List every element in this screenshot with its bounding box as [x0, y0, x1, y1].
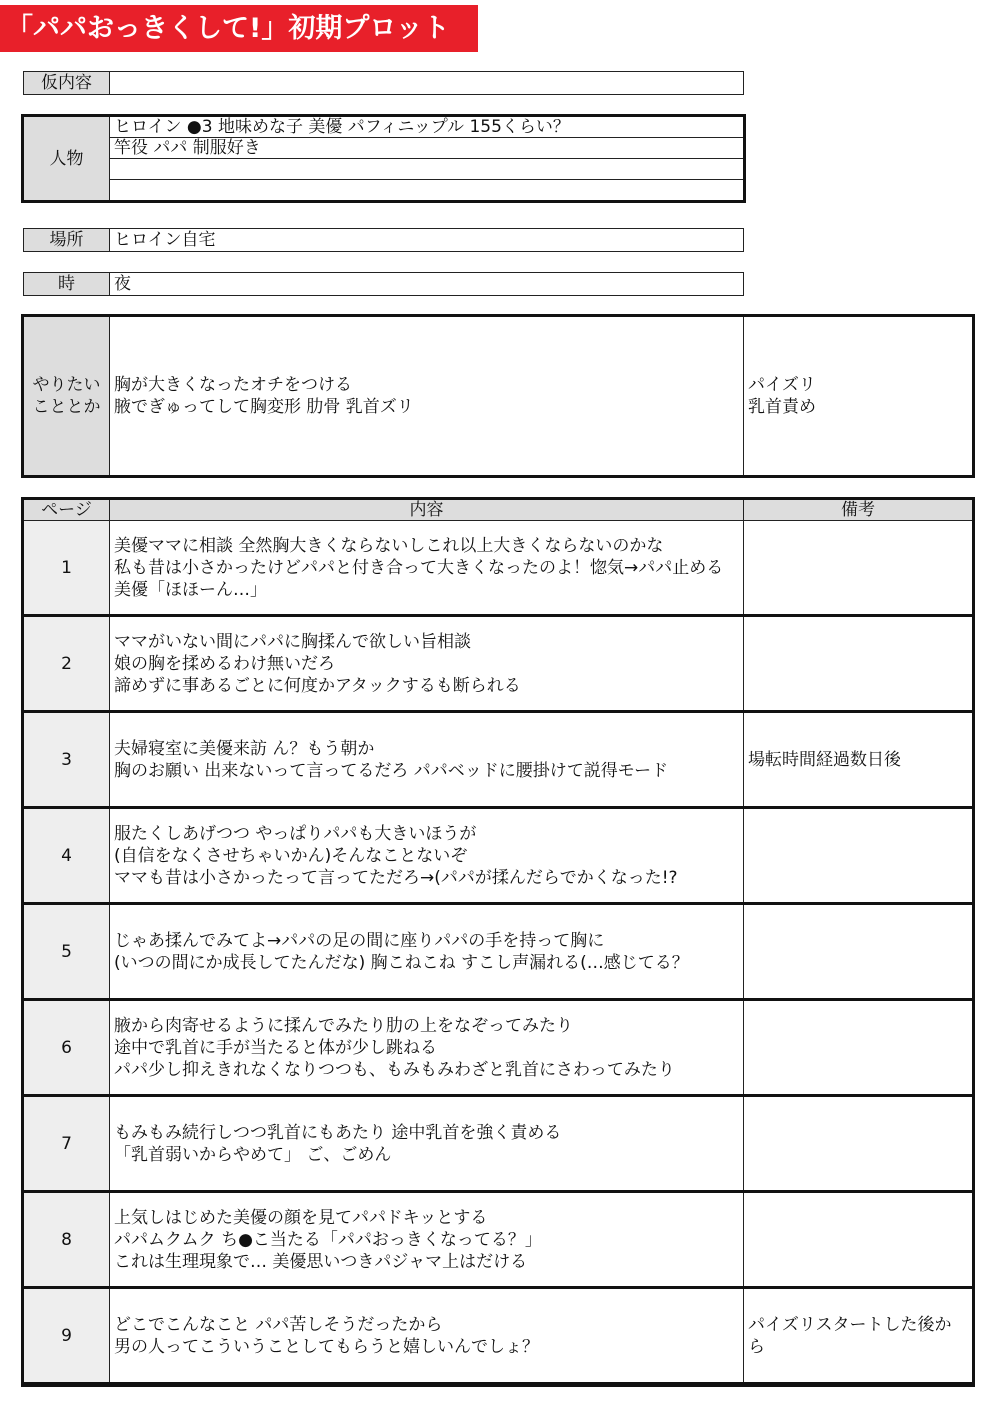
jinbutsu-table: [23, 116, 744, 201]
page-note: [744, 616, 973, 712]
page-content: 夫婦寝室に美優来訪 ん？もう朝か 胸のお願い 出来ないって言ってるだろ パパベッドに腰掛けて説得モード: [110, 712, 744, 808]
page-content: 美優ママに相談 全然胸大きくならないしこれ以上大きくならないのかな 私も昔は小さかったけどパパと付き合って大きくなったのよ！惚気→パパ止める 美優「ほほーん…」: [110, 521, 744, 616]
page-note: パイズリスタートした後から: [744, 1288, 973, 1384]
page-number: 9: [24, 1288, 110, 1384]
basho-table: [23, 228, 744, 252]
jinbutsu-line-3: [110, 159, 744, 180]
table-row: [24, 712, 973, 808]
table-row: [24, 521, 973, 616]
jinbutsu-label: 人物: [24, 117, 110, 201]
page-note: [744, 521, 973, 616]
kari-naiyou-label: 仮内容: [24, 72, 110, 95]
page-content: もみもみ続行しつつ乳首にもあたり 途中乳首を強く責める 「乳首弱いからやめて」 ご、ごめん: [110, 1096, 744, 1192]
table-row: [24, 616, 973, 712]
basho-label: 場所: [24, 229, 110, 252]
page-content: 上気しはじめた美優の顔を見てパパドキッとする パパムクムク ち●こ当たる「パパおっきくなってる？」 これは生理現象で… 美優思いつきパジャマ上はだける: [110, 1192, 744, 1288]
page-number: 4: [24, 808, 110, 904]
header-content: 内容: [110, 500, 744, 521]
page-number: 5: [24, 904, 110, 1000]
page-number: 1: [24, 521, 110, 616]
table-row: [24, 904, 973, 1000]
page-content: ママがいない間にパパに胸揉んで欲しい旨相談 娘の胸を揉めるわけ無いだろ 諦めずに事あるごとに何度かアタックするも断られる: [110, 616, 744, 712]
table-row: [24, 1288, 973, 1384]
page-content: じゃあ揉んでみてよ→パパの足の間に座りパパの手を持って胸に (いつの間にか成長してたんだな) 胸こねこね すこし声漏れる(…感じてる？: [110, 904, 744, 1000]
page-note: [744, 904, 973, 1000]
kari-naiyou-value: [110, 72, 744, 95]
table-row: [24, 1192, 973, 1288]
page-content: 服たくしあげつつ やっぱりパパも大きいほうが (自信をなくさせちゃいかん)そんなことないぞ ママも昔は小さかったって言ってただろ→(パパが揉んだらでかくなった!?: [110, 808, 744, 904]
yaritai-content: 胸が大きくなったオチをつける 腋でぎゅってして胸変形 肋骨 乳首ズリ: [110, 317, 744, 476]
page-note: [744, 808, 973, 904]
page-number: 7: [24, 1096, 110, 1192]
page-note: 場転時間経過数日後: [744, 712, 973, 808]
page-number: 8: [24, 1192, 110, 1288]
jinbutsu-line-4: [110, 180, 744, 201]
plot-table: [23, 499, 973, 1385]
toki-value: 夜: [110, 273, 744, 296]
page-note: [744, 1192, 973, 1288]
table-row: [24, 808, 973, 904]
page-title: 「パパおっきくして!」初期プロット: [0, 5, 478, 52]
jinbutsu-line-1: ヒロイン ●3 地味めな子 美優 パフィニップル 155くらい？: [110, 117, 744, 138]
header-page: ページ: [24, 500, 110, 521]
page-content: どこでこんなこと パパ苦しそうだったから 男の人ってこういうことしてもらうと嬉しいんでしょ？: [110, 1288, 744, 1384]
page-note: [744, 1000, 973, 1096]
page-number: 3: [24, 712, 110, 808]
table-row: [24, 1000, 973, 1096]
table-row: [24, 1096, 973, 1192]
jinbutsu-line-2: 竿役 パパ 制服好き: [110, 138, 744, 159]
toki-table: [23, 272, 744, 296]
yaritai-label: やりたい こととか: [24, 317, 110, 476]
kari-naiyou-table: [23, 71, 744, 95]
toki-label: 時: [24, 273, 110, 296]
yaritai-table: [23, 316, 973, 476]
page-number: 2: [24, 616, 110, 712]
page-number: 6: [24, 1000, 110, 1096]
basho-value: ヒロイン自宅: [110, 229, 744, 252]
header-note: 備考: [744, 500, 973, 521]
page-note: [744, 1096, 973, 1192]
page-content: 腋から肉寄せるように揉んでみたり肋の上をなぞってみたり 途中で乳首に手が当たると体が少し跳ねる パパ少し抑えきれなくなりつつも、もみもみわざと乳首にさわってみたり: [110, 1000, 744, 1096]
yaritai-note: パイズリ 乳首責め: [744, 317, 973, 476]
